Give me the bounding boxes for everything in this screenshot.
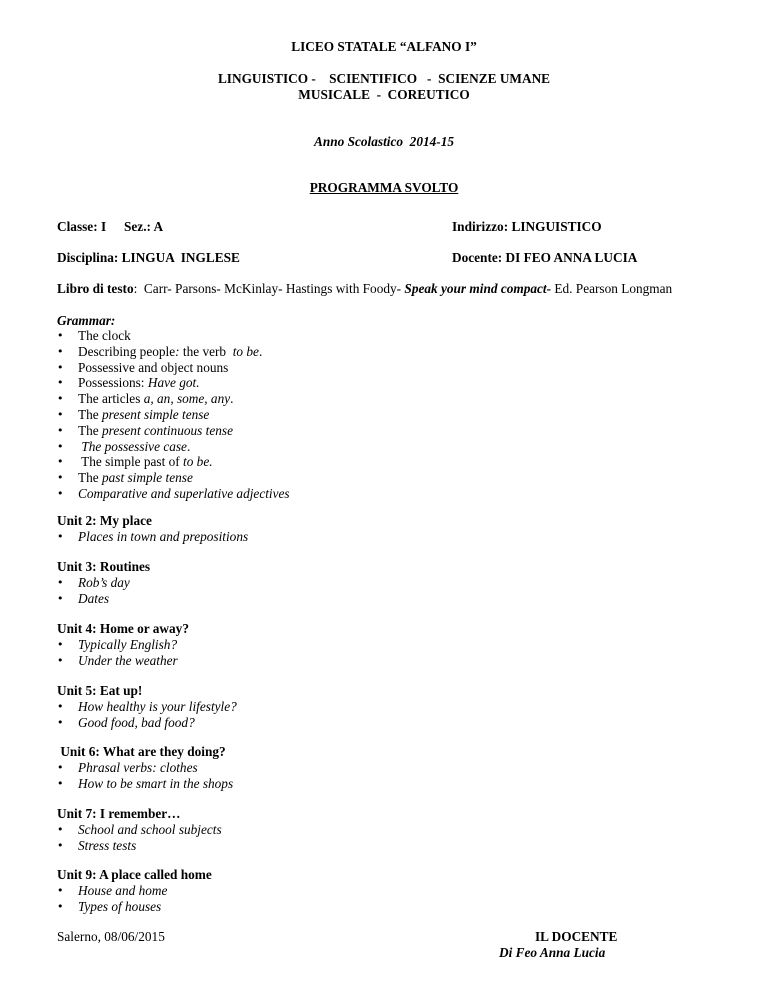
list-item: • Under the weather xyxy=(57,653,189,669)
school-branches-line2: MUSICALE - COREUTICO xyxy=(298,87,470,102)
grammar-heading: Grammar: xyxy=(57,313,116,328)
list-item: • Types of houses xyxy=(57,899,212,915)
list-item: • Describing people: the verb to be. xyxy=(57,344,290,360)
teacher-label: Docente: DI FEO ANNA LUCIA xyxy=(452,250,638,265)
address-label: Indirizzo: LINGUISTICO xyxy=(452,219,602,234)
textbook-line xyxy=(57,281,672,297)
list-item: • The past simple tense xyxy=(57,470,290,486)
unit-title: Unit 3: Routines xyxy=(57,559,151,574)
list-item: • How to be smart in the shops xyxy=(57,776,233,792)
unit-title: Unit 2: My place xyxy=(57,513,152,528)
textbook-title: Speak your mind compact- xyxy=(404,281,552,296)
signature-name: Di Feo Anna Lucia xyxy=(499,945,606,960)
list-item: • Dates xyxy=(57,591,150,607)
list-item: • Possessions: Have got. xyxy=(57,375,290,391)
list-item: • The possessive case. xyxy=(57,439,290,455)
unit-title: Unit 9: A place called home xyxy=(57,867,212,882)
unit-5-section xyxy=(57,683,237,730)
school-name: LICEO STATALE “ALFANO I” xyxy=(291,39,477,54)
list-item: • Good food, bad food? xyxy=(57,715,237,731)
textbook-label: Libro di testo xyxy=(57,281,134,296)
textbook-authors: : Carr- Parsons- McKinlay- Hastings with Foody- xyxy=(133,281,405,296)
signature-label: IL DOCENTE xyxy=(535,929,618,944)
school-year: Anno Scolastico 2014-15 xyxy=(313,134,454,149)
list-item: • Places in town and prepositions xyxy=(57,529,248,545)
unit-7-section xyxy=(57,806,222,853)
unit-title: Unit 4: Home or away? xyxy=(57,621,189,636)
textbook-publisher: Ed. Pearson Longman xyxy=(551,281,673,296)
list-item: • Rob’s day xyxy=(57,575,150,591)
list-item: • Comparative and superlative adjectives xyxy=(57,486,290,502)
list-item: • The present continuous tense xyxy=(57,423,290,439)
subject-label: Disciplina: LINGUA INGLESE xyxy=(57,250,240,265)
unit-2-section xyxy=(57,513,248,545)
unit-6-section xyxy=(57,744,233,791)
unit-title: Unit 5: Eat up! xyxy=(57,683,143,698)
unit-9-section xyxy=(57,867,212,914)
list-item: • House and home xyxy=(57,883,212,899)
list-item: • The present simple tense xyxy=(57,407,290,423)
place-date: Salerno, 08/06/2015 xyxy=(57,929,165,944)
list-item: • The clock xyxy=(57,328,290,344)
list-item: • Stress tests xyxy=(57,838,222,854)
list-item: • How healthy is your lifestyle? xyxy=(57,699,237,715)
school-branches-line1: LINGUISTICO - SCIENTIFICO - SCIENZE UMANE xyxy=(217,71,551,86)
class-label: Classe: I xyxy=(57,219,107,234)
section-label: Sez.: A xyxy=(124,219,164,234)
list-item: • Possessive and object nouns xyxy=(57,360,290,376)
grammar-list xyxy=(57,328,290,502)
list-item: • Typically English? xyxy=(57,637,189,653)
unit-title: Unit 7: I remember… xyxy=(57,806,181,821)
unit-title: Unit 6: What are they doing? xyxy=(57,744,226,759)
unit-3-section xyxy=(57,559,150,606)
document-title-wrap xyxy=(0,180,768,196)
unit-4-section xyxy=(57,621,189,668)
list-item: • The simple past of to be. xyxy=(57,454,290,470)
list-item: • Phrasal verbs: clothes xyxy=(57,760,233,776)
list-item: • School and school subjects xyxy=(57,822,222,838)
document-title: PROGRAMMA SVOLTO xyxy=(309,180,459,195)
list-item: • The articles a, an, some, any. xyxy=(57,391,290,407)
